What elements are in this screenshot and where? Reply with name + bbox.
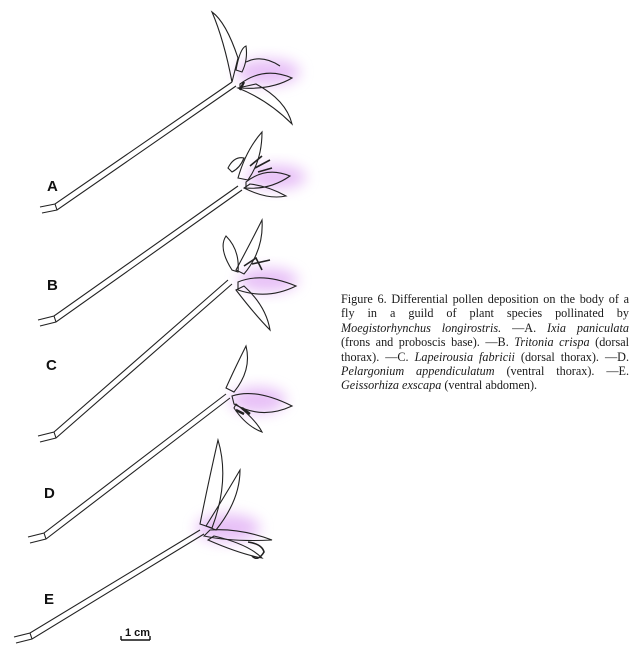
caption-text: (frons and proboscis base). —B. [341, 335, 515, 350]
caption-text: (dorsal thorax). —C. [341, 335, 630, 364]
caption-species: Moegistorhynchus longirostris. [341, 320, 502, 335]
caption-text: —A. [501, 320, 548, 335]
caption-species: Tritonia crispa [514, 335, 590, 350]
flower-e [14, 440, 272, 643]
pollen-patch-e [196, 514, 260, 542]
flower-b [38, 132, 306, 326]
panel-label-c: C [46, 357, 57, 374]
figure-caption [341, 292, 629, 393]
caption-species: Lapeirousia fabricii [414, 349, 515, 364]
caption-species: Pelargonium appendiculatum [341, 364, 495, 379]
caption-lead: Figure 6. [341, 292, 387, 306]
panel-label-a: A [47, 178, 58, 195]
panel-label-d: D [44, 485, 55, 502]
caption-text: (ventral thorax). —E. [494, 364, 629, 379]
caption-species: Geissorhiza exscapa [341, 378, 442, 393]
caption-species: Ixia paniculata [547, 320, 629, 335]
caption-text: Differential pollen deposition on the body of a fly in a guild of plant species pollinated by [341, 292, 629, 321]
panel-label-e: E [44, 591, 55, 608]
panel-label-b: B [47, 277, 58, 294]
flower-d [28, 346, 292, 543]
scale-bar-label: 1 cm [125, 627, 151, 639]
caption-text: (ventral abdomen). [441, 378, 538, 393]
caption-text: (dorsal thorax). —D. [514, 349, 629, 364]
